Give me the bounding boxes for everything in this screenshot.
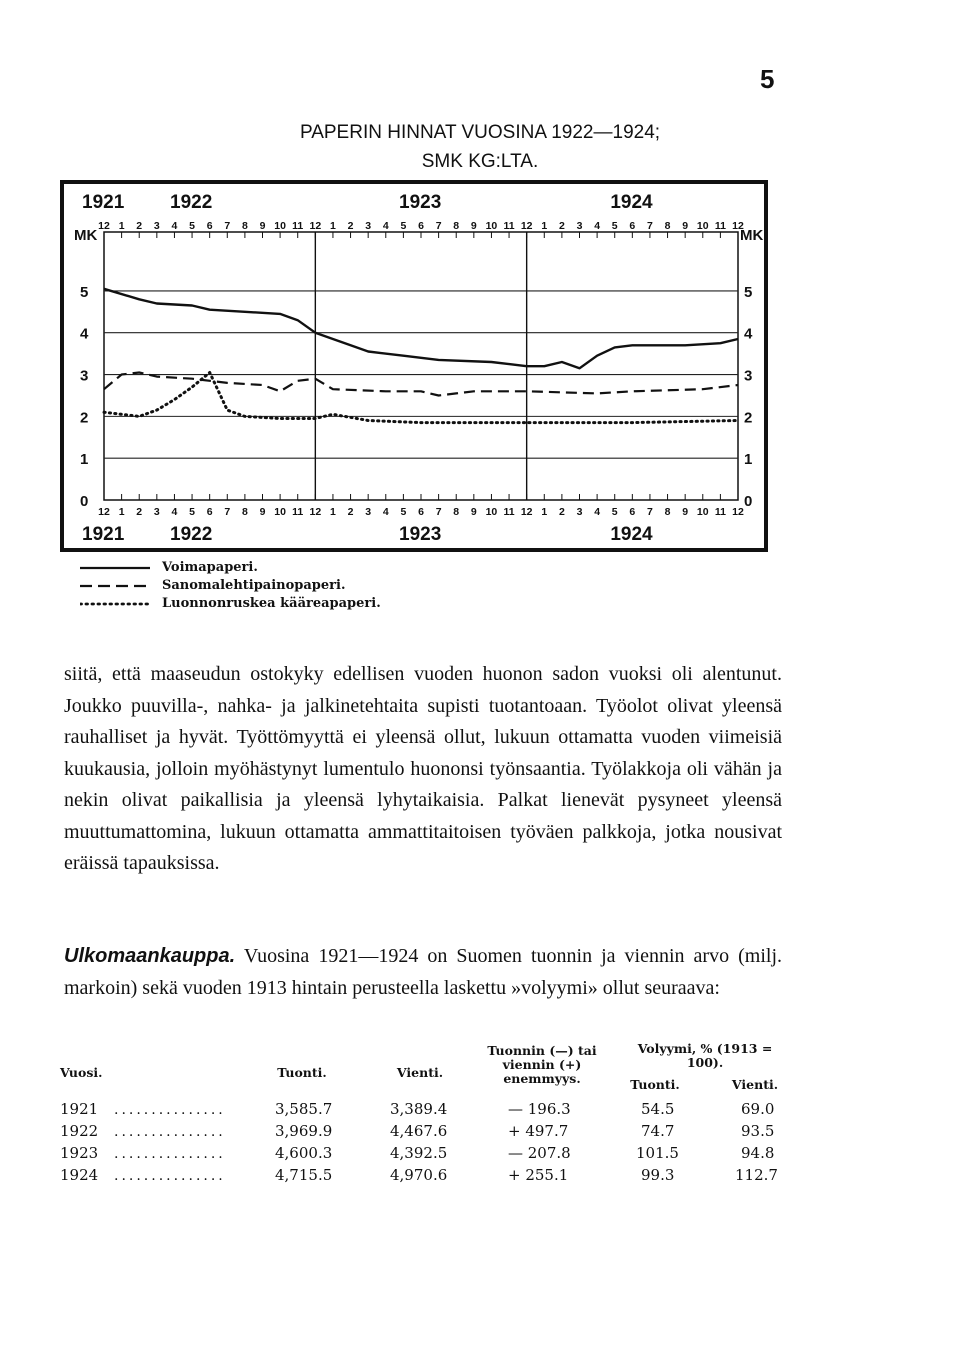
y-tick-label-right: 0: [744, 493, 753, 510]
month-label-bottom: 4: [594, 506, 601, 518]
month-label-bottom: 12: [309, 506, 322, 518]
col-header-export: Vienti.: [396, 1065, 444, 1080]
row-vol-import: 54.5: [641, 1100, 675, 1118]
month-label-top: 3: [153, 220, 160, 232]
month-label-bottom: 9: [470, 506, 477, 518]
month-label-bottom: 10: [696, 506, 709, 518]
month-label-bottom: 9: [259, 506, 266, 518]
month-label-bottom: 3: [365, 506, 372, 518]
col-header-balance: Tuonnin (—) tai viennin (+) enemmyys.: [487, 1043, 597, 1086]
foreign-trade-section: [64, 941, 782, 1004]
y-tick-label-right: 5: [744, 283, 753, 301]
month-label-bottom: 5: [400, 506, 407, 518]
legend-label-sanomalehti: Sanomalehtipainopaperi.: [162, 578, 346, 593]
unit-label-right: MK: [740, 227, 764, 244]
row-vol-export: 112.7: [735, 1166, 778, 1184]
month-label-bottom: 10: [485, 506, 498, 518]
row-import: 3,969.9: [275, 1122, 333, 1140]
month-label-top: 7: [224, 220, 231, 232]
month-label-top: 12: [309, 220, 322, 232]
row-year: 1921: [60, 1100, 99, 1118]
row-vol-export: 93.5: [741, 1122, 775, 1140]
row-leader: ...............: [114, 1102, 226, 1118]
month-label-bottom: 1: [118, 506, 125, 518]
month-label-bottom: 11: [292, 506, 304, 518]
row-year: 1924: [60, 1166, 99, 1184]
month-label-top: 4: [171, 220, 178, 232]
month-label-bottom: 10: [274, 506, 286, 518]
year-label-bottom: 1923: [399, 524, 442, 545]
month-label-bottom: 3: [576, 506, 583, 518]
row-balance: + 255.1: [508, 1166, 569, 1184]
month-label-bottom: 12: [732, 506, 744, 518]
month-label-bottom: 4: [171, 506, 178, 518]
year-label-top: 1924: [610, 192, 653, 213]
month-label-top: 1: [541, 220, 548, 232]
col-header-volume: Volyymi, % (1913 = 100).: [637, 1041, 773, 1070]
col-header-year: Vuosi.: [60, 1065, 103, 1080]
row-import: 3,585.7: [275, 1100, 333, 1118]
unit-label-left: MK: [74, 227, 98, 244]
col-header-import: Tuonti.: [277, 1065, 327, 1080]
month-label-top: 6: [629, 220, 636, 232]
month-label-bottom: 7: [647, 506, 653, 518]
month-label-top: 1: [330, 220, 336, 232]
year-label-top: 1921: [82, 192, 125, 213]
month-label-bottom: 2: [558, 506, 565, 518]
y-tick-label-left: 1: [80, 451, 89, 469]
paragraph-1: siitä, että maaseudun ostokyky edellisen vuoden huonon sadon vuoksi oli alentunut. Joukko puuvilla-, nahka- ja jalkinetehtaita supisti tuotantoaan. Työolot olivat yleensä rauhalliset ja hyvät. Työttömyyttä ei yleensä ollut, lukuun ottamatta vuoden viimeisiä kuukausia, jolloin myöhästynyt lumentulo huononsi työnsaantia. Työlakkoja oli vähän ja nekin olivat paikallisia ja yleensä lyhytaikaisia. Palkat lienevät pysyneet yleensä muuttumattomina, lukuun ottamatta ammattitaitoisen työväen palkkoja, jotka nousivat eräissä tapauksissa.: [64, 663, 782, 874]
month-label-top: 3: [365, 220, 372, 232]
row-balance: — 196.3: [508, 1100, 571, 1118]
col-header-volume-export: Vienti.: [731, 1077, 779, 1092]
year-label-bottom: 1922: [170, 524, 213, 545]
month-label-top: 10: [274, 220, 286, 232]
month-label-top: 2: [136, 220, 143, 232]
year-label-bottom: 1921: [82, 524, 125, 545]
month-label-top: 7: [435, 220, 442, 232]
month-label-top: 4: [382, 220, 389, 232]
row-leader: ...............: [114, 1124, 226, 1140]
month-label-top: 11: [503, 220, 515, 232]
month-label-top: 1: [118, 220, 125, 232]
month-label-top: 8: [453, 220, 460, 232]
month-label-bottom: 11: [714, 506, 726, 518]
series-line-dotted: [104, 373, 738, 423]
y-tick-label-left: 2: [80, 409, 89, 427]
row-export: 4,970.6: [390, 1166, 448, 1184]
chart-title-line-1: PAPERIN HINNAT VUOSINA 1922—1924;: [299, 122, 661, 143]
month-label-top: 4: [594, 220, 601, 232]
row-year: 1922: [60, 1122, 99, 1140]
row-leader: ...............: [114, 1146, 226, 1162]
month-label-top: 2: [558, 220, 565, 232]
month-label-top: 9: [470, 220, 477, 232]
price-chart: [58, 180, 770, 552]
month-label-bottom: 4: [382, 506, 389, 518]
month-label-bottom: 2: [347, 506, 354, 518]
y-tick-label-right: 1: [744, 451, 753, 469]
month-label-top: 5: [189, 220, 195, 232]
row-balance: + 497.7: [508, 1122, 569, 1140]
paragraph-2: Vuosina 1921—1924 on Suomen tuonnin ja viennin arvo (milj. markoin) sekä vuoden 1913 hintain perusteella laskettu »volyymi» ollut seuraava:: [64, 945, 783, 999]
row-export: 3,389.4: [390, 1100, 448, 1118]
month-label-bottom: 8: [453, 506, 460, 518]
col-header-volume-import: Tuonti.: [630, 1077, 680, 1092]
month-label-bottom: 9: [682, 506, 689, 518]
y-tick-label-right: 2: [744, 409, 753, 427]
series-line-solid: [104, 289, 738, 369]
year-label-top: 1922: [170, 192, 213, 213]
month-label-top: 3: [576, 220, 583, 232]
month-label-top: 2: [347, 220, 354, 232]
month-label-top: 6: [206, 220, 213, 232]
legend-label-kaarepaperi: Luonnonruskea kääreapaperi.: [162, 596, 381, 611]
y-tick-label-right: 4: [744, 325, 753, 343]
row-export: 4,467.6: [390, 1122, 448, 1140]
row-import: 4,600.3: [275, 1144, 333, 1162]
month-label-top: 7: [647, 220, 653, 232]
y-tick-label-left: 5: [80, 283, 89, 301]
chart-frame: [62, 182, 766, 550]
chart-title-line-2: SMK KG:LTA.: [421, 151, 539, 172]
section-heading: Ulkomaankauppa.: [64, 945, 236, 967]
month-label-top: 10: [485, 220, 498, 232]
row-vol-import: 101.5: [636, 1144, 679, 1162]
month-label-top: 9: [259, 220, 266, 232]
row-balance: — 207.8: [508, 1144, 571, 1162]
month-label-bottom: 12: [98, 506, 110, 518]
month-label-bottom: 7: [224, 506, 231, 518]
row-vol-import: 99.3: [641, 1166, 675, 1184]
year-label-bottom: 1924: [610, 524, 653, 545]
plot-area: [104, 232, 738, 500]
legend-label-voimapaperi: Voimapaperi.: [162, 560, 258, 575]
month-label-top: 5: [400, 220, 407, 232]
month-label-top: 12: [732, 220, 744, 232]
row-vol-export: 94.8: [741, 1144, 775, 1162]
month-label-bottom: 1: [330, 506, 336, 518]
month-label-bottom: 12: [520, 506, 533, 518]
row-leader: ...............: [114, 1168, 226, 1184]
month-label-bottom: 3: [153, 506, 160, 518]
series-line-dashed: [104, 373, 738, 396]
legend-swatch-dotted: [80, 601, 150, 607]
row-export: 4,392.5: [390, 1144, 448, 1162]
year-label-top: 1923: [399, 192, 442, 213]
month-label-bottom: 11: [503, 506, 515, 518]
month-label-bottom: 5: [189, 506, 195, 518]
body-paragraph: [64, 659, 782, 880]
y-tick-label-left: 4: [80, 325, 89, 343]
month-label-top: 11: [292, 220, 304, 232]
month-label-bottom: 8: [664, 506, 671, 518]
month-label-top: 8: [664, 220, 671, 232]
row-import: 4,715.5: [275, 1166, 333, 1184]
month-label-top: 12: [520, 220, 533, 232]
month-label-bottom: 5: [611, 506, 618, 518]
y-tick-label-right: 3: [744, 367, 753, 385]
legend-swatch-solid: [80, 565, 150, 571]
month-label-bottom: 2: [136, 506, 143, 518]
row-vol-import: 74.7: [641, 1122, 675, 1140]
trade-table: [0, 1040, 960, 1200]
month-label-top: 12: [98, 220, 110, 232]
month-label-top: 10: [696, 220, 709, 232]
month-label-top: 11: [714, 220, 726, 232]
y-tick-label-left: 0: [80, 493, 89, 510]
month-label-bottom: 6: [418, 506, 424, 518]
month-label-top: 6: [418, 220, 424, 232]
month-label-bottom: 6: [629, 506, 636, 518]
y-tick-label-left: 3: [80, 367, 89, 385]
month-label-bottom: 7: [435, 506, 442, 518]
month-label-top: 9: [682, 220, 689, 232]
month-label-top: 5: [611, 220, 618, 232]
row-year: 1923: [60, 1144, 99, 1162]
month-label-top: 8: [241, 220, 248, 232]
page-number: 5: [760, 64, 775, 94]
month-label-bottom: 1: [541, 506, 548, 518]
legend-swatch-dashed: [80, 583, 150, 589]
month-label-bottom: 6: [206, 506, 213, 518]
month-label-bottom: 8: [241, 506, 248, 518]
row-vol-export: 69.0: [741, 1100, 775, 1118]
